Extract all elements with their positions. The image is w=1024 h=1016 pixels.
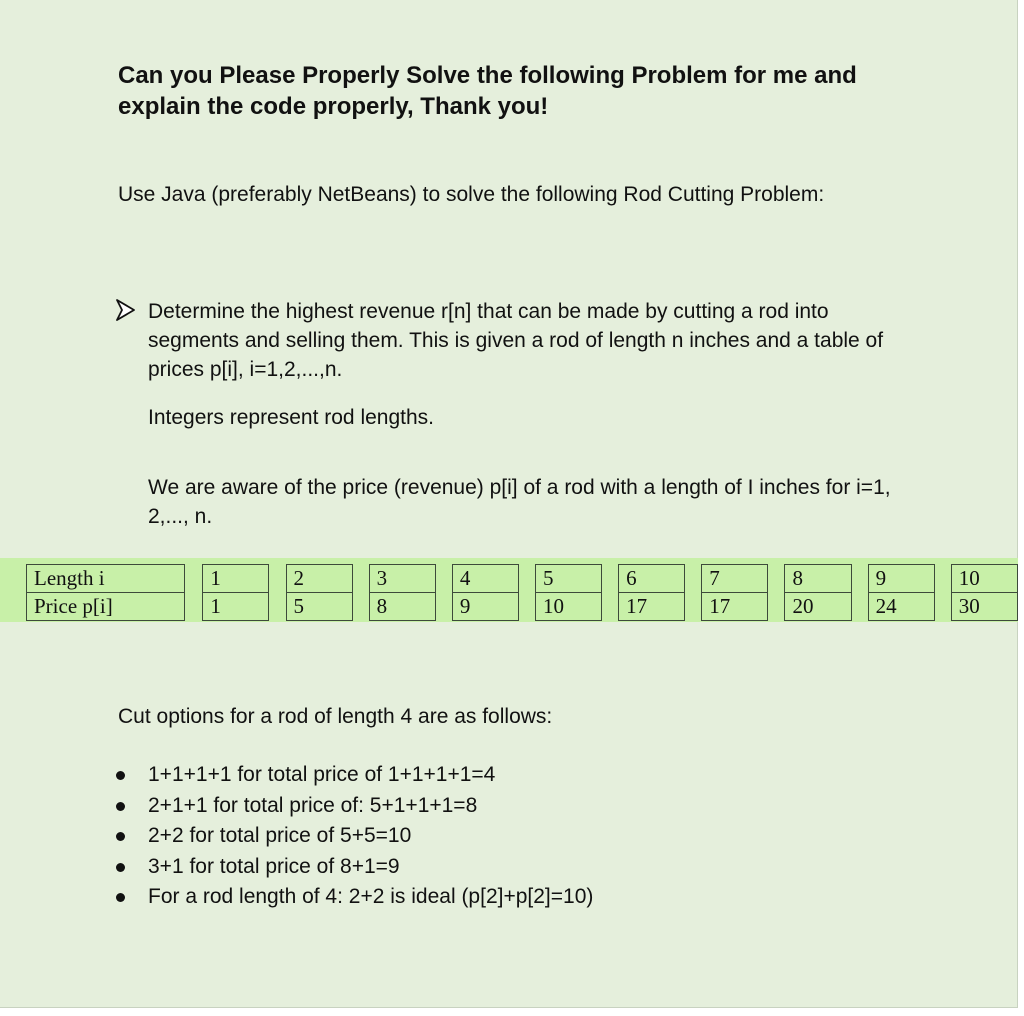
row-label: Length i bbox=[27, 565, 185, 593]
list-item bbox=[112, 821, 912, 852]
table-row bbox=[27, 593, 1018, 621]
row-label: Price p[i] bbox=[27, 593, 185, 621]
integers-note: Integers represent rod lengths. bbox=[148, 406, 435, 429]
round-bullet-icon bbox=[116, 893, 125, 902]
round-bullet-icon bbox=[116, 802, 125, 811]
table-cell: 7 bbox=[702, 565, 768, 593]
option-text: 3+1 for total price of 8+1=9 bbox=[148, 854, 400, 878]
option-text: 1+1+1+1 for total price of 1+1+1+1=4 bbox=[148, 763, 496, 786]
intro-paragraph: Use Java (preferably NetBeans) to solve the following Rod Cutting Problem: bbox=[118, 183, 825, 206]
round-bullet-icon bbox=[116, 771, 125, 780]
cell-spacer bbox=[518, 565, 535, 593]
round-bullet-icon bbox=[116, 832, 125, 841]
arrowhead-bullet-icon bbox=[116, 299, 136, 321]
table-cell: 6 bbox=[619, 565, 685, 593]
cell-spacer bbox=[269, 593, 286, 621]
cell-spacer bbox=[934, 565, 951, 593]
table-cell: 10 bbox=[535, 593, 601, 621]
cell-spacer bbox=[352, 593, 369, 621]
table-cell: 20 bbox=[785, 593, 851, 621]
table-cell: 24 bbox=[868, 593, 934, 621]
cell-spacer bbox=[518, 593, 535, 621]
price-table bbox=[26, 564, 1018, 621]
table-row bbox=[27, 565, 1018, 593]
price-table-band bbox=[0, 558, 1018, 622]
list-item bbox=[112, 791, 912, 822]
table-cell: 8 bbox=[785, 565, 851, 593]
cell-spacer bbox=[685, 593, 702, 621]
table-cell: 4 bbox=[452, 565, 518, 593]
list-item bbox=[112, 882, 912, 913]
list-item bbox=[112, 852, 912, 883]
cell-spacer bbox=[602, 565, 619, 593]
table-cell: 5 bbox=[286, 593, 352, 621]
cell-spacer bbox=[269, 565, 286, 593]
cell-spacer bbox=[435, 565, 452, 593]
cell-spacer bbox=[768, 565, 785, 593]
option-text: 2+1+1 for total price of: 5+1+1+1=8 bbox=[148, 793, 478, 817]
cut-options-intro: Cut options for a rod of length 4 are as follows: bbox=[118, 705, 553, 728]
table-cell: 17 bbox=[702, 593, 768, 621]
price-awareness-note: We are aware of the price (revenue) p[i] of a rod with a length of I inches for i=1, 2,..., n. bbox=[148, 476, 891, 528]
table-cell: 9 bbox=[868, 565, 934, 593]
cut-options-list bbox=[112, 760, 912, 913]
table-cell: 1 bbox=[203, 593, 269, 621]
cell-spacer bbox=[435, 593, 452, 621]
table-cell: 2 bbox=[286, 565, 352, 593]
cell-spacer bbox=[934, 593, 951, 621]
table-cell: 10 bbox=[951, 565, 1017, 593]
cell-spacer bbox=[685, 565, 702, 593]
cell-spacer bbox=[851, 593, 868, 621]
cell-spacer bbox=[602, 593, 619, 621]
cell-spacer bbox=[185, 593, 203, 621]
cell-spacer bbox=[851, 565, 868, 593]
table-cell: 5 bbox=[535, 565, 601, 593]
table-cell: 30 bbox=[951, 593, 1017, 621]
question-heading: Can you Please Properly Solve the following Problem for me and explain the code properly, Thank you! bbox=[118, 62, 857, 120]
table-cell: 3 bbox=[369, 565, 435, 593]
round-bullet-icon bbox=[116, 863, 125, 872]
table-cell: 1 bbox=[203, 565, 269, 593]
table-cell: 17 bbox=[619, 593, 685, 621]
table-cell: 8 bbox=[369, 593, 435, 621]
table-cell: 9 bbox=[452, 593, 518, 621]
cell-spacer bbox=[352, 565, 369, 593]
cell-spacer bbox=[185, 565, 203, 593]
problem-statement: Determine the highest revenue r[n] that can be made by cutting a rod into segments and selling them. This is given a rod of length n inches and a table of prices p[i], i=1,2,...,n. bbox=[148, 300, 884, 381]
option-text: For a rod length of 4: 2+2 is ideal (p[2]+p[2]=10) bbox=[148, 885, 594, 908]
option-text: 2+2 for total price of 5+5=10 bbox=[148, 824, 412, 847]
cell-spacer bbox=[768, 593, 785, 621]
list-item bbox=[112, 760, 912, 791]
